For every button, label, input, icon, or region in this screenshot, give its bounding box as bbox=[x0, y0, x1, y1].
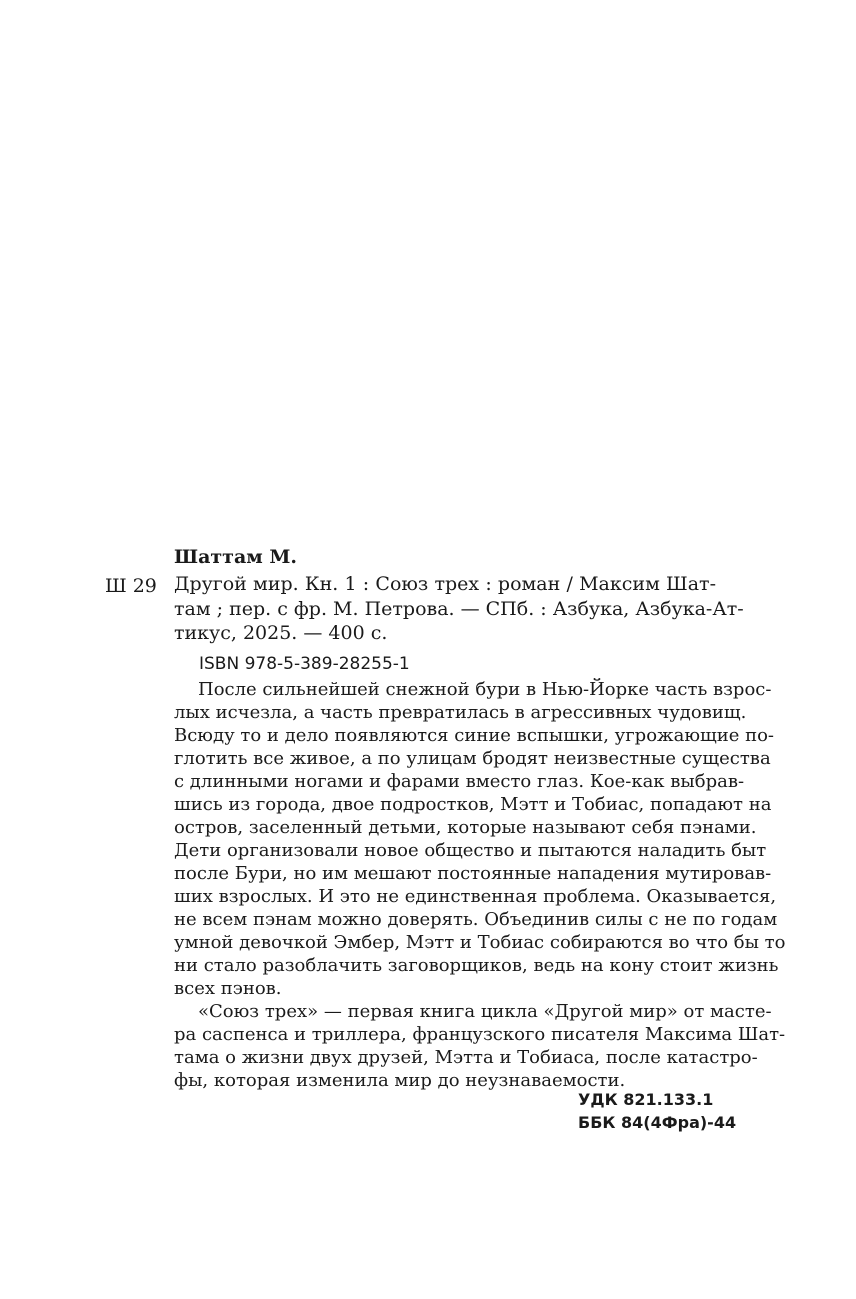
annotation-line: тама о жизни двух друзей, Мэтта и Тобиаса, после катастро- bbox=[174, 1047, 758, 1068]
biblio-line: Другой мир. Кн. 1 : Союз трех : роман / Максим Шат- bbox=[174, 573, 716, 595]
annotation-line: Дети организовали новое общество и пытаются наладить быт bbox=[174, 840, 767, 861]
bbk-code: ББК 84(4Фра)-44 bbox=[578, 1113, 737, 1132]
annotation-line: шись из города, двое подростков, Мэтт и Тобиас, попадают на bbox=[174, 794, 772, 815]
annotation-line: ших взрослых. И это не единственная проблема. Оказывается, bbox=[174, 886, 777, 907]
annotation-line: фы, которая изменила мир до неузнаваемости. bbox=[174, 1070, 626, 1091]
annotation-line: глотить все живое, а по улицам бродят неизвестные существа bbox=[174, 748, 771, 769]
classification-code: Ш 29 bbox=[105, 575, 157, 597]
annotation-line: ра саспенса и триллера, французского писателя Максима Шат- bbox=[174, 1024, 786, 1045]
annotation-line: не всем пэнам можно доверять. Объединив силы с не по годам bbox=[174, 909, 778, 930]
annotation-line: «Союз трех» — первая книга цикла «Другой мир» от масте- bbox=[198, 1001, 772, 1022]
annotation-line: с длинными ногами и фарами вместо глаз. Кое-как выбрав- bbox=[174, 771, 745, 792]
annotation-line: ни стало разоблачить заговорщиков, ведь на кону стоит жизнь bbox=[174, 955, 779, 976]
annotation bbox=[174, 678, 786, 1092]
annotation-line: умной девочкой Эмбер, Мэтт и Тобиас собираются во что бы то bbox=[174, 932, 786, 953]
isbn: ISBN 978-5-389-28255-1 bbox=[199, 654, 410, 674]
annotation-line: Всюду то и дело появляются синие вспышки, угрожающие по- bbox=[174, 725, 775, 746]
annotation-line: после Бури, но им мешают постоянные нападения мутировав- bbox=[174, 863, 772, 884]
annotation-line: остров, заселенный детьми, которые называют себя пэнами. bbox=[174, 817, 757, 838]
annotation-line: После сильнейшей снежной бури в Нью-Йорке часть взрос- bbox=[198, 679, 772, 700]
classification-indices bbox=[578, 1088, 736, 1134]
udk-code: УДК 821.133.1 bbox=[578, 1090, 714, 1109]
annotation-line: лых исчезла, а часть превратилась в агрессивных чудовищ. bbox=[174, 702, 747, 723]
bibliographic-record bbox=[174, 572, 744, 646]
biblio-line: там ; пер. с фр. М. Петрова. — СПб. : Азбука, Азбука-Ат- bbox=[174, 597, 744, 620]
annotation-line: всех пэнов. bbox=[174, 978, 282, 999]
author-heading: Шаттам М. bbox=[174, 546, 298, 568]
biblio-line: тикус, 2025. — 400 с. bbox=[174, 622, 388, 644]
